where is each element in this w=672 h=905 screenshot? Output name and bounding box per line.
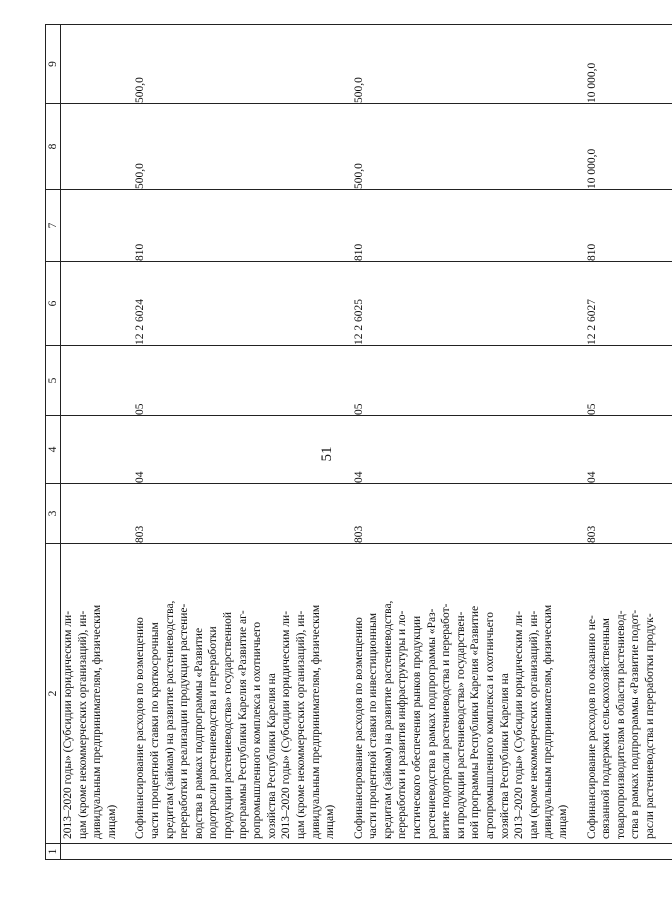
column-number-header-row: [46, 25, 61, 860]
amount-cell: 10 000,0: [585, 104, 672, 190]
target-article-cell: [61, 262, 134, 346]
column-number-header: 8: [46, 104, 61, 190]
section-cell: 04: [133, 416, 351, 484]
subsection-cell: 05: [133, 346, 351, 416]
description-cell: Софинансирование расходов по возмещению части процентной ставки по инвестиционным кредитам (займам) на развитие растениеводства, переработки и развития инфраструктуры и ло- гистического обеспечения рынков продукции растениеводства в рамках подпрограммы «Раз- витие подотрасли растениеводства и переработ- ки продукции растениеводства» государствен- ной программы Республики Карелия «Развитие агропромышленного комплекса и охотничьего хозяйства Республики Карелия на 2013–2020 годы» (Субсидии юридическим ли- цам (кроме некоммерческих организаций), ин- дивидуальным предпринимателям, физическим лицам): [352, 544, 585, 844]
expense-type-cell: 810: [585, 190, 672, 262]
column-number-header: 4: [46, 416, 61, 484]
column-number-header: 6: [46, 262, 61, 346]
amount-cell: 500,0: [133, 104, 351, 190]
page-number: 51: [319, 446, 335, 462]
column-number-header: 7: [46, 190, 61, 262]
target-article-cell: 12 2 6025: [352, 262, 585, 346]
target-article-cell: 12 2 6024: [133, 262, 351, 346]
row-number-cell: [352, 844, 585, 860]
amount-cell: 10 000,0: [585, 25, 672, 104]
subsection-cell: [61, 346, 134, 416]
row-number-cell: [585, 844, 672, 860]
row-number-cell: [133, 844, 351, 860]
amount-cell: 500,0: [352, 104, 585, 190]
expense-type-cell: 810: [133, 190, 351, 262]
section-cell: 04: [352, 416, 585, 484]
table-row: [61, 25, 134, 860]
description-cell: Софинансирование расходов по оказанию не- связанной поддержки сельскохозяйственным товаропроизводителям в области растениевод- ства в рамках подпрограммы «Развитие подот- расли растениеводства и переработки продук-: [585, 544, 672, 844]
subsection-cell: 05: [585, 346, 672, 416]
description-cell: Софинансирование расходов по возмещению части процентной ставки по краткосрочным кредитам (займам) на развитие растениеводства, переработки и реализации продукции растение- водства в рамках подпрограммы «Развитие подотрасли растениеводства и переработки продукции растениеводства» государственной программы Республики Карелия «Развитие аг- ропромышленного комплекса и охотничьего хозяйства Республики Карелия на 2013–2020 годы» (Субсидии юридическим ли- цам (кроме некоммерческих организаций), ин- дивидуальным предпринимателям, физическим лицам): [133, 544, 351, 844]
admin-code-cell: 803: [352, 484, 585, 544]
budget-table-sheet: [45, 25, 656, 860]
budget-table: [45, 24, 672, 860]
table-row: [352, 25, 585, 860]
table-row: [585, 25, 672, 860]
table-row: [133, 25, 351, 860]
column-number-header: 1: [46, 844, 61, 860]
column-number-header: 9: [46, 25, 61, 104]
column-number-header: 2: [46, 544, 61, 844]
section-cell: 04: [585, 416, 672, 484]
amount-cell: [61, 104, 134, 190]
amount-cell: 500,0: [133, 25, 351, 104]
target-article-cell: 12 2 6027: [585, 262, 672, 346]
admin-code-cell: 803: [133, 484, 351, 544]
amount-cell: 500,0: [352, 25, 585, 104]
subsection-cell: 05: [352, 346, 585, 416]
section-cell: [61, 416, 134, 484]
amount-cell: [61, 25, 134, 104]
description-cell: 2013–2020 годы» (Субсидии юридическим ли- цам (кроме некоммерческих организаций), ин- дивидуальным предпринимателям, физическим лицам): [61, 544, 134, 844]
column-number-header: 3: [46, 484, 61, 544]
expense-type-cell: [61, 190, 134, 262]
admin-code-cell: [61, 484, 134, 544]
admin-code-cell: 803: [585, 484, 672, 544]
expense-type-cell: 810: [352, 190, 585, 262]
row-number-cell: [61, 844, 134, 860]
column-number-header: 5: [46, 346, 61, 416]
